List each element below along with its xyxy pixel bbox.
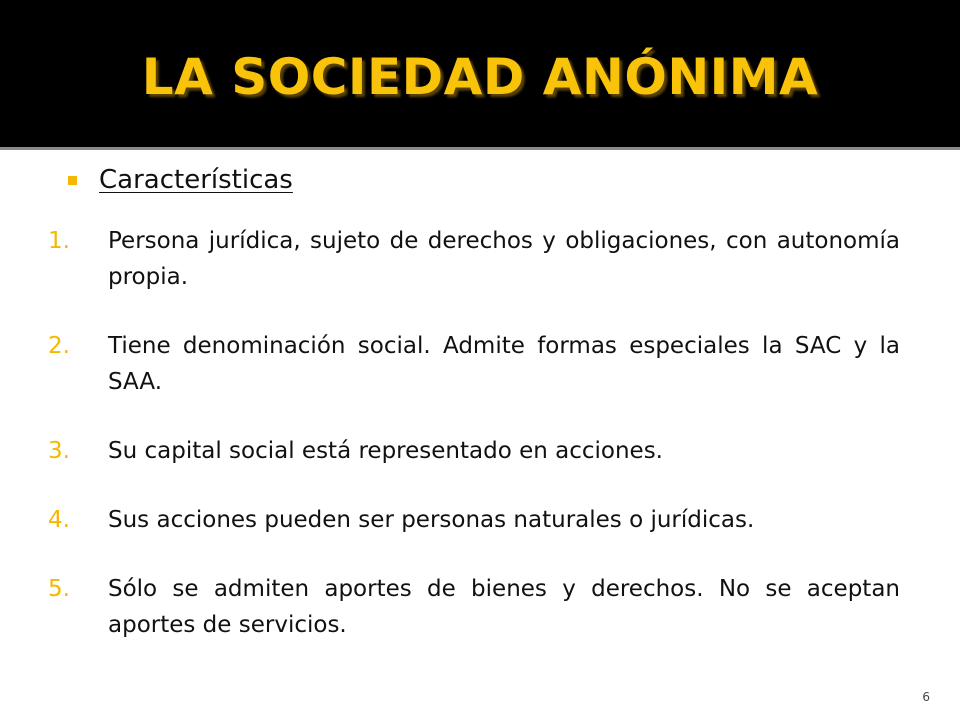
list-item-text: Tiene denominación social. Admite formas especiales la SAC y la SAA. xyxy=(108,333,900,395)
section-subtitle: Características xyxy=(99,165,293,195)
list-item-text: Sus acciones pueden ser personas naturales o jurídicas. xyxy=(108,507,755,533)
list-item-number: 4. xyxy=(48,507,70,533)
list-item-number: 2. xyxy=(48,333,70,359)
list-item xyxy=(48,433,900,469)
list-item xyxy=(48,571,900,643)
list-item xyxy=(48,328,900,400)
square-bullet-icon xyxy=(68,176,77,185)
slide-title: LA SOCIEDAD ANÓNIMA xyxy=(141,48,819,106)
subtitle-row xyxy=(68,165,293,195)
page-number: 6 xyxy=(922,690,930,704)
list-item-number: 3. xyxy=(48,438,70,464)
characteristics-list xyxy=(48,223,900,676)
list-item xyxy=(48,502,900,538)
list-item-number: 5. xyxy=(48,576,70,602)
list-item-text: Su capital social está representado en acciones. xyxy=(108,438,663,464)
list-item-number: 1. xyxy=(48,228,70,254)
title-bar xyxy=(0,0,960,150)
list-item-text: Sólo se admiten aportes de bienes y derechos. No se aceptan aportes de servicios. xyxy=(108,576,900,638)
list-item xyxy=(48,223,900,295)
list-item-text: Persona jurídica, sujeto de derechos y obligaciones, con autonomía propia. xyxy=(108,228,900,290)
